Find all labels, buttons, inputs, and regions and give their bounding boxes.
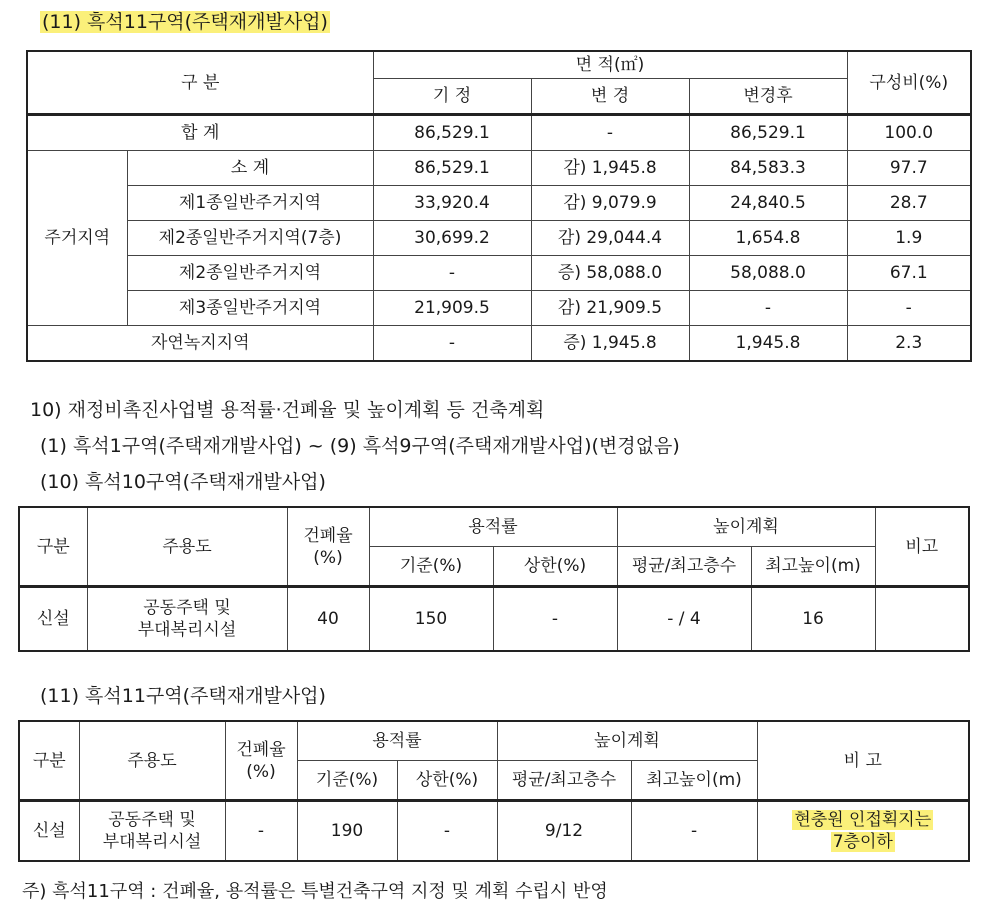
header-bcr: 건폐율 (%) <box>287 507 369 587</box>
header-far-max: 상한(%) <box>397 761 497 801</box>
total-before: 86,529.1 <box>373 115 531 151</box>
row-change: 감) 29,044.4 <box>531 221 689 256</box>
row-ratio: 28.7 <box>847 186 971 221</box>
section-10-sub10: (10) 흑석10구역(주택재개발사업) <box>40 471 326 493</box>
row-note: 현충원 인접획지는 7층이하 <box>757 801 969 862</box>
total-ratio: 100.0 <box>847 115 971 151</box>
green-after: 1,945.8 <box>689 326 847 362</box>
header-bcr: 건폐율 (%) <box>225 721 297 801</box>
row-bcr: - <box>225 801 297 862</box>
row-far-max: - <box>493 587 617 652</box>
row-label: 제2종일반주거지역(7층) <box>127 221 373 256</box>
row-change: 증) 58,088.0 <box>531 256 689 291</box>
plan-table-11 <box>18 720 970 862</box>
row-floors: - / 4 <box>617 587 751 652</box>
row-floors: 9/12 <box>497 801 631 862</box>
row-gubun: 신설 <box>19 587 87 652</box>
header-far: 용적률 <box>369 507 617 547</box>
row-change: 감) 1,945.8 <box>531 151 689 186</box>
total-after: 86,529.1 <box>689 115 847 151</box>
header-ratio: 구성비(%) <box>847 51 971 115</box>
footnote: 주) 흑석11구역 : 건폐율, 용적률은 특별건축구역 지정 및 계획 수립시 반영 <box>22 881 608 902</box>
row-gubun: 신설 <box>19 801 79 862</box>
row-after: - <box>689 291 847 326</box>
header-height: 높이계획 <box>497 721 757 761</box>
green-before: - <box>373 326 531 362</box>
header-note: 비고 <box>875 507 969 587</box>
section-heading-11-top: (11) 흑석11구역(주택재개발사업) <box>42 11 328 33</box>
header-floors: 평균/최고층수 <box>617 547 751 587</box>
green-label: 자연녹지지역 <box>27 326 373 362</box>
row-after: 1,654.8 <box>689 221 847 256</box>
row-before: 33,920.4 <box>373 186 531 221</box>
section-10-sub1: (1) 흑석1구역(주택재개발사업) ~ (9) 흑석9구역(주택재개발사업)(변경없음) <box>40 435 680 457</box>
green-change: 증) 1,945.8 <box>531 326 689 362</box>
row-ratio: 1.9 <box>847 221 971 256</box>
header-area: 면 적(㎡) <box>373 51 847 79</box>
header-far: 용적률 <box>297 721 497 761</box>
header-change: 변 경 <box>531 79 689 115</box>
row-before: - <box>373 256 531 291</box>
row-far-base: 190 <box>297 801 397 862</box>
header-use: 주용도 <box>79 721 225 801</box>
header-gubun: 구 분 <box>27 51 373 115</box>
row-change: 감) 21,909.5 <box>531 291 689 326</box>
row-maxh: - <box>631 801 757 862</box>
header-use: 주용도 <box>87 507 287 587</box>
green-ratio: 2.3 <box>847 326 971 362</box>
row-label: 소 계 <box>127 151 373 186</box>
row-after: 58,088.0 <box>689 256 847 291</box>
residential-label: 주거지역 <box>27 151 127 326</box>
header-maxh: 최고높이(m) <box>751 547 875 587</box>
row-use: 공동주택 및 부대복리시설 <box>79 801 225 862</box>
header-far-base: 기준(%) <box>369 547 493 587</box>
header-maxh: 최고높이(m) <box>631 761 757 801</box>
section-10-title: 10) 재정비촉진사업별 용적률·건폐율 및 높이계획 등 건축계획 <box>30 399 545 421</box>
row-ratio: 67.1 <box>847 256 971 291</box>
header-floors: 평균/최고층수 <box>497 761 631 801</box>
area-table <box>26 50 972 362</box>
row-ratio: - <box>847 291 971 326</box>
row-before: 30,699.2 <box>373 221 531 256</box>
row-maxh: 16 <box>751 587 875 652</box>
row-label: 제1종일반주거지역 <box>127 186 373 221</box>
header-gubun: 구분 <box>19 507 87 587</box>
row-before: 86,529.1 <box>373 151 531 186</box>
row-before: 21,909.5 <box>373 291 531 326</box>
total-label: 합 계 <box>27 115 373 151</box>
row-label: 제2종일반주거지역 <box>127 256 373 291</box>
header-after: 변경후 <box>689 79 847 115</box>
header-note: 비 고 <box>757 721 969 801</box>
row-note <box>875 587 969 652</box>
row-use: 공동주택 및 부대복리시설 <box>87 587 287 652</box>
row-after: 24,840.5 <box>689 186 847 221</box>
row-label: 제3종일반주거지역 <box>127 291 373 326</box>
header-far-max: 상한(%) <box>493 547 617 587</box>
header-height: 높이계획 <box>617 507 875 547</box>
plan-table-10 <box>18 506 970 652</box>
row-bcr: 40 <box>287 587 369 652</box>
header-far-base: 기준(%) <box>297 761 397 801</box>
section-11-sub: (11) 흑석11구역(주택재개발사업) <box>40 685 326 707</box>
row-change: 감) 9,079.9 <box>531 186 689 221</box>
total-change: - <box>531 115 689 151</box>
row-after: 84,583.3 <box>689 151 847 186</box>
row-far-max: - <box>397 801 497 862</box>
row-far-base: 150 <box>369 587 493 652</box>
header-gubun: 구분 <box>19 721 79 801</box>
row-ratio: 97.7 <box>847 151 971 186</box>
header-before: 기 정 <box>373 79 531 115</box>
